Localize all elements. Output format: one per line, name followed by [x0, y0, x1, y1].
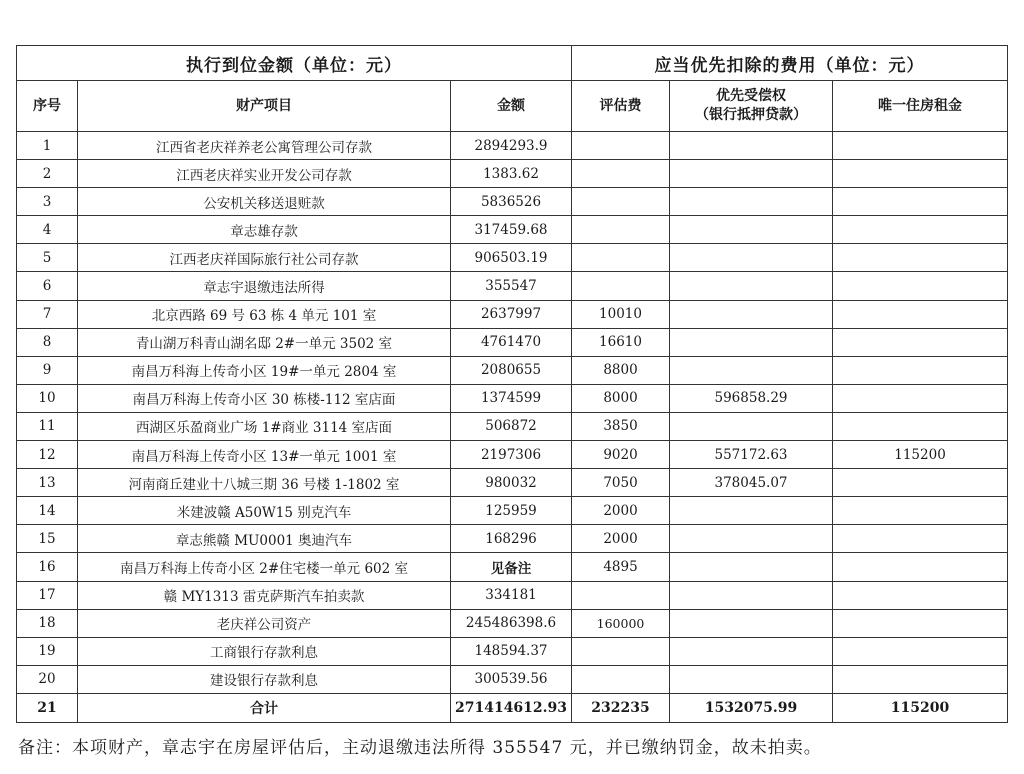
cell-appraisal	[572, 160, 670, 188]
cell-rent	[833, 356, 1008, 384]
cell-priority	[670, 272, 833, 300]
cell-index: 6	[17, 272, 78, 300]
cell-item: 工商银行存款利息	[78, 637, 451, 665]
table-row	[17, 469, 1008, 497]
cell-rent	[833, 300, 1008, 328]
cell-amount: 5836526	[451, 188, 572, 216]
cell-amount: 1374599	[451, 384, 572, 412]
cell-amount: 334181	[451, 581, 572, 609]
cell-priority	[670, 609, 833, 637]
table-row	[17, 300, 1008, 328]
cell-index: 11	[17, 412, 78, 440]
cell-item: 建设银行存款利息	[78, 665, 451, 693]
cell-priority: 378045.07	[670, 469, 833, 497]
cell-item: 河南商丘建业十八城三期 36 号楼 1-1802 室	[78, 469, 451, 497]
cell-index: 1	[17, 132, 78, 160]
cell-amount: 355547	[451, 272, 572, 300]
cell-priority	[670, 300, 833, 328]
cell-index: 4	[17, 216, 78, 244]
cell-appraisal	[572, 637, 670, 665]
cell-rent	[833, 244, 1008, 272]
table-row	[17, 384, 1008, 412]
cell-item: 南昌万科海上传奇小区 13#一单元 1001 室	[78, 441, 451, 469]
cell-item: 北京西路 69 号 63 栋 4 单元 101 室	[78, 300, 451, 328]
cell-rent	[833, 328, 1008, 356]
table-row	[17, 244, 1008, 272]
cell-rent	[833, 609, 1008, 637]
cell-item: 南昌万科海上传奇小区 30 栋楼-112 室店面	[78, 384, 451, 412]
cell-appraisal: 2000	[572, 497, 670, 525]
cell-amount: 148594.37	[451, 637, 572, 665]
cell-rent	[833, 637, 1008, 665]
column-header-priority	[670, 81, 833, 132]
cell-amount: 2894293.9	[451, 132, 572, 160]
cell-amount: 906503.19	[451, 244, 572, 272]
cell-appraisal: 9020	[572, 441, 670, 469]
table-row	[17, 665, 1008, 693]
cell-appraisal	[572, 216, 670, 244]
cell-index: 19	[17, 637, 78, 665]
cell-appraisal	[572, 188, 670, 216]
cell-appraisal: 4895	[572, 553, 670, 581]
cell-priority	[670, 581, 833, 609]
table-row	[17, 188, 1008, 216]
cell-amount: 125959	[451, 497, 572, 525]
cell-amount: 见备注	[451, 553, 572, 581]
cell-amount: 317459.68	[451, 216, 572, 244]
cell-rent	[833, 553, 1008, 581]
cell-item: 西湖区乐盈商业广场 1#商业 3114 室店面	[78, 412, 451, 440]
cell-rent	[833, 412, 1008, 440]
table-row	[17, 609, 1008, 637]
table-row	[17, 356, 1008, 384]
table-row	[17, 581, 1008, 609]
cell-rent	[833, 132, 1008, 160]
cell-amount: 2197306	[451, 441, 572, 469]
group-header-received: 执行到位金额（单位：元）	[17, 46, 572, 81]
group-header-row	[17, 46, 1008, 81]
cell-priority	[670, 132, 833, 160]
cell-index: 17	[17, 581, 78, 609]
cell-appraisal	[572, 272, 670, 300]
asset-table	[16, 45, 1008, 723]
cell-rent	[833, 216, 1008, 244]
cell-appraisal: 8000	[572, 384, 670, 412]
table-row	[17, 160, 1008, 188]
cell-index: 12	[17, 441, 78, 469]
table-row	[17, 497, 1008, 525]
table-row	[17, 553, 1008, 581]
cell-priority	[670, 665, 833, 693]
group-header-deductions: 应当优先扣除的费用（单位：元）	[572, 46, 1008, 81]
cell-index: 7	[17, 300, 78, 328]
cell-rent	[833, 469, 1008, 497]
cell-appraisal: 7050	[572, 469, 670, 497]
cell-rent	[833, 188, 1008, 216]
footnote: 备注：本项财产，章志宇在房屋评估后，主动退缴违法所得 355547 元，并已缴纳罚金，故未拍卖。	[18, 738, 822, 758]
table-row	[17, 412, 1008, 440]
cell-amount: 2080655	[451, 356, 572, 384]
table-body	[17, 132, 1008, 694]
cell-priority	[670, 160, 833, 188]
cell-index: 10	[17, 384, 78, 412]
cell-item: 南昌万科海上传奇小区 2#住宅楼一单元 602 室	[78, 553, 451, 581]
cell-amount: 506872	[451, 412, 572, 440]
cell-item: 赣 MY1313 雷克萨斯汽车拍卖款	[78, 581, 451, 609]
cell-appraisal: 160000	[572, 609, 670, 637]
cell-appraisal: 3850	[572, 412, 670, 440]
cell-index: 2	[17, 160, 78, 188]
cell-priority: 596858.29	[670, 384, 833, 412]
cell-appraisal	[572, 244, 670, 272]
cell-item: 江西老庆祥国际旅行社公司存款	[78, 244, 451, 272]
table-row	[17, 441, 1008, 469]
total-priority: 1532075.99	[670, 693, 833, 722]
cell-rent	[833, 665, 1008, 693]
cell-index: 9	[17, 356, 78, 384]
cell-rent	[833, 497, 1008, 525]
cell-amount: 1383.62	[451, 160, 572, 188]
cell-item: 章志雄存款	[78, 216, 451, 244]
cell-item: 南昌万科海上传奇小区 19#一单元 2804 室	[78, 356, 451, 384]
total-appraisal: 232235	[572, 693, 670, 722]
total-label: 合计	[78, 693, 451, 722]
cell-priority	[670, 216, 833, 244]
cell-priority	[670, 356, 833, 384]
cell-rent	[833, 525, 1008, 553]
cell-priority	[670, 412, 833, 440]
cell-index: 8	[17, 328, 78, 356]
table-row	[17, 216, 1008, 244]
cell-amount: 2637997	[451, 300, 572, 328]
cell-amount: 300539.56	[451, 665, 572, 693]
cell-index: 15	[17, 525, 78, 553]
cell-item: 章志熊赣 MU0001 奥迪汽车	[78, 525, 451, 553]
cell-index: 20	[17, 665, 78, 693]
cell-amount: 980032	[451, 469, 572, 497]
cell-priority	[670, 637, 833, 665]
cell-index: 18	[17, 609, 78, 637]
cell-index: 5	[17, 244, 78, 272]
cell-priority	[670, 244, 833, 272]
cell-amount: 168296	[451, 525, 572, 553]
cell-appraisal: 16610	[572, 328, 670, 356]
cell-index: 13	[17, 469, 78, 497]
cell-priority	[670, 553, 833, 581]
table-row	[17, 272, 1008, 300]
cell-amount: 245486398.6	[451, 609, 572, 637]
cell-appraisal	[572, 665, 670, 693]
cell-item: 老庆祥公司资产	[78, 609, 451, 637]
cell-priority	[670, 497, 833, 525]
cell-item: 章志宇退缴违法所得	[78, 272, 451, 300]
table-row	[17, 132, 1008, 160]
cell-index: 3	[17, 188, 78, 216]
cell-rent	[833, 160, 1008, 188]
table-row	[17, 328, 1008, 356]
cell-priority	[670, 525, 833, 553]
cell-priority: 557172.63	[670, 441, 833, 469]
cell-index: 16	[17, 553, 78, 581]
cell-rent	[833, 581, 1008, 609]
table-row	[17, 525, 1008, 553]
cell-item: 米建波赣 A50W15 别克汽车	[78, 497, 451, 525]
column-header-item: 财产项目	[78, 81, 451, 132]
cell-appraisal: 8800	[572, 356, 670, 384]
cell-priority	[670, 188, 833, 216]
column-header-row	[17, 81, 1008, 132]
cell-rent	[833, 272, 1008, 300]
cell-index: 14	[17, 497, 78, 525]
cell-appraisal: 10010	[572, 300, 670, 328]
column-header-priority-line2: （银行抵押贷款）	[695, 107, 808, 123]
cell-priority	[670, 328, 833, 356]
cell-item: 江西省老庆祥养老公寓管理公司存款	[78, 132, 451, 160]
total-index: 21	[17, 693, 78, 722]
cell-item: 青山湖万科青山湖名邸 2#一单元 3502 室	[78, 328, 451, 356]
column-header-priority-line1: 优先受偿权	[716, 88, 787, 104]
total-amount: 271414612.93	[451, 693, 572, 722]
cell-item: 公安机关移送退赃款	[78, 188, 451, 216]
table-row	[17, 637, 1008, 665]
cell-rent	[833, 384, 1008, 412]
cell-appraisal: 2000	[572, 525, 670, 553]
column-header-index: 序号	[17, 81, 78, 132]
cell-item: 江西老庆祥实业开发公司存款	[78, 160, 451, 188]
cell-appraisal	[572, 132, 670, 160]
cell-amount: 4761470	[451, 328, 572, 356]
column-header-appraisal: 评估费	[572, 81, 670, 132]
cell-rent: 115200	[833, 441, 1008, 469]
cell-appraisal	[572, 581, 670, 609]
total-rent: 115200	[833, 693, 1008, 722]
column-header-rent: 唯一住房租金	[833, 81, 1008, 132]
total-row	[17, 693, 1008, 722]
column-header-amount: 金额	[451, 81, 572, 132]
